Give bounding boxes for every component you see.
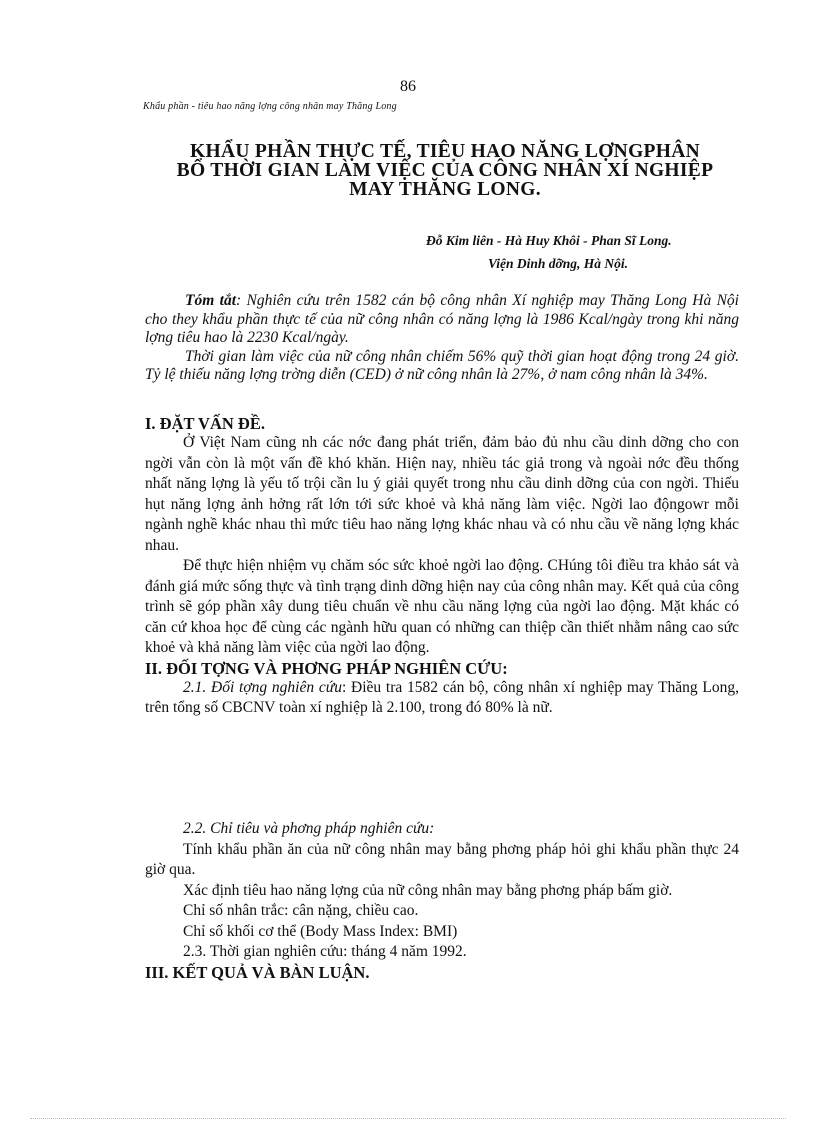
page-number: 86 xyxy=(400,78,416,95)
abstract-paragraph xyxy=(145,292,739,348)
paragraph: Để thực hiện nhiệm vụ chăm sóc sức khoẻ ngời lao động. CHúng tôi điều tra khảo sát và đánh giá mức sống thực và tình trạng dinh dỡng hiện nay của công nhân may. Kết quả của công trình sẽ góp phần xây dung tiêu chuẩn về nhu cầu năng lợng của ngời lao động. Mặt khác có căn cứ khoa học để cùng các ngành hữu quan có những can thiệp cần thiết nhằm nâng cao sức khoẻ và khả năng làm việc của ngời lao động. xyxy=(145,557,739,656)
paragraph xyxy=(145,678,739,719)
page-border xyxy=(30,1118,786,1119)
subsection-label: 2.1. Đối tợng nghiên cứu xyxy=(183,678,342,696)
abstract-text: : Nghiên cứu trên 1582 cán bộ công nhân Xí nghiệp may Thăng Long Hà Nội cho they khẩu phần thực tế của nữ công nhân có năng lợng là 1986 Kcal/ngày trong khi năng lợng tiêu hao là 2230 Kcal/ngày. xyxy=(145,292,739,346)
abstract-label: Tóm tắt xyxy=(185,292,236,309)
abstract xyxy=(145,292,739,385)
section-methods xyxy=(145,819,739,982)
title-line: BỔ THỜI GIAN LÀM VIỆC CỦA CÔNG NHÂN XÍ NGHIỆP xyxy=(176,160,714,181)
section-heading: III. KẾT QUẢ VÀ BÀN LUẬN. xyxy=(145,962,370,982)
subsection-text: : Điều tra 1582 cán bộ, công nhân xí nghiệp may Thăng Long, trên tổng số CBCNV toàn xí nghiệp là 2.100, trong đó 80% là nữ. xyxy=(145,678,739,716)
subsection-label: 2.2. Chỉ tiêu và phơng pháp nghiên cứu: xyxy=(183,820,435,837)
title-line: KHẨU PHẦN THỰC TẾ, TIÊU HAO NĂNG LỢNGPHÂN xyxy=(190,141,700,162)
paragraph: Tính khẩu phần ăn của nữ công nhân may bằng phơng pháp hỏi ghi khẩu phần thực 24 giờ qua. xyxy=(145,840,739,878)
paragraph: Xác định tiêu hao năng lợng của nữ công nhân may bằng phơng pháp bấm giờ. xyxy=(183,881,673,899)
institute: Viện Dinh dỡng, Hà Nội. xyxy=(488,256,629,271)
section-heading: I. ĐẶT VẤN ĐỀ. xyxy=(145,414,265,433)
paper-title xyxy=(140,142,750,199)
paragraph: Chỉ số khối cơ thể (Body Mass Index: BMI) xyxy=(183,922,458,940)
abstract-paragraph: Thời gian làm việc của nữ công nhân chiếm 56% quỹ thời gian hoạt động trong 24 giờ. Tỷ lệ thiếu năng lợng trờng diễn (CED) ở nữ công nhân là 27%, ở nam công nhân là 34%. xyxy=(145,347,739,383)
section-heading: II. ĐỐI TỢNG VÀ PHƠNG PHÁP NGHIÊN CỨU: xyxy=(145,658,508,678)
section-introduction xyxy=(145,414,739,719)
authors: Đỗ Kim liên - Hà Huy Khôi - Phan Sĩ Long. xyxy=(426,233,672,248)
title-line: MAY THĂNG LONG. xyxy=(349,179,541,200)
paragraph: Chỉ số nhân trắc: cân nặng, chiều cao. xyxy=(183,902,419,919)
paragraph: 2.3. Thời gian nghiên cứu: tháng 4 năm 1992. xyxy=(183,943,467,960)
paragraph: Ở Việt Nam cũng nh các nớc đang phát triển, đảm bảo đủ nhu cầu dinh dỡng cho con ngời vẫn còn là một vấn đề khó khăn. Hiện nay, nhiều tác giả trong và ngoài nớc đều thống nhất năng lợng là yếu tố trội cần lu ý giải quyết trong nhu cầu dinh dỡng của con ngời. Thiếu hụt năng lợng ảnh hởng rất lớn tới sức khoẻ và khả năng làm việc. Ngời lao độngowr mỗi ngành nghề khác nhau thì mức tiêu hao năng lợng khác nhau và có nhu cầu về năng lợng khác nhau. xyxy=(145,434,739,554)
running-header: Khẩu phần - tiêu hao năng lợng công nhân may Thăng Long xyxy=(143,101,397,112)
